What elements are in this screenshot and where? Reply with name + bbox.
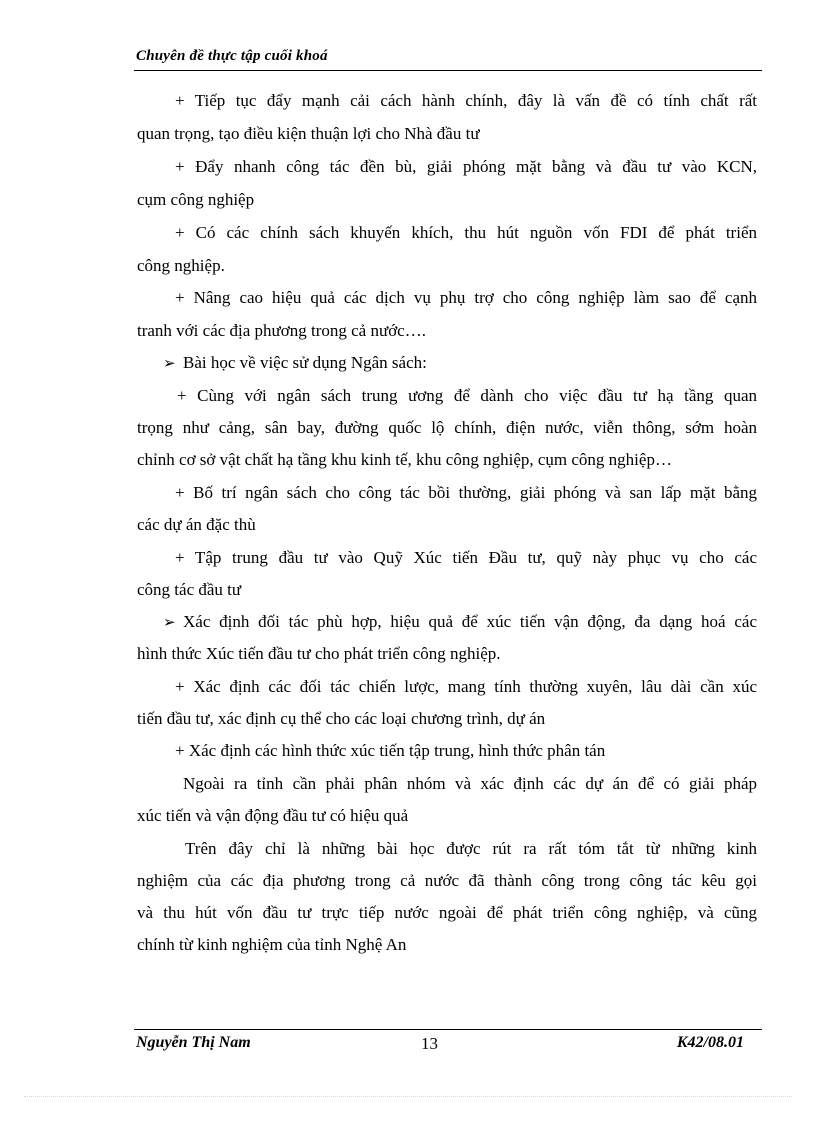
text-line: tiến đầu tư, xác định cụ thể cho các loại chương trình, dự án: [137, 709, 546, 728]
text-line: + Có các chính sách khuyến khích, thu hút nguồn vốn FDI để phát triển: [175, 223, 757, 242]
text-line: + Xác định các hình thức xúc tiến tập trung, hình thức phân tán: [175, 741, 606, 760]
text-line: các dự án đặc thù: [137, 515, 256, 534]
text-line: tranh với các địa phương trong cả nước….: [137, 321, 426, 340]
text-line: chính từ kinh nghiệm của tỉnh Nghệ An: [137, 935, 407, 954]
text-line: trọng như cảng, sân bay, đường quốc lộ chính, điện nước, viễn thông, sớm hoàn: [137, 418, 757, 437]
text-line: Trên đây chỉ là những bài học được rút ra rất tóm tắt từ những kinh: [185, 839, 757, 858]
text-line: xúc tiến và vận động đầu tư có hiệu quả: [137, 806, 409, 825]
text-line: + Nâng cao hiệu quả các dịch vụ phụ trợ cho công nghiệp làm sao để cạnh: [175, 288, 757, 307]
text-line: nghiệm của các địa phương trong cả nước đã thành công trong công tác kêu gọi: [137, 871, 757, 890]
footer-code: K42/08.01: [676, 1034, 744, 1051]
bullet-line: ➢ Xác định đối tác phù hợp, hiệu quả để xúc tiến vận động, đa dạng hoá các: [163, 612, 757, 631]
text-line: quan trọng, tạo điều kiện thuận lợi cho Nhà đầu tư: [137, 124, 480, 143]
text-line: + Cùng với ngân sách trung ương để dành cho việc đầu tư hạ tầng quan: [177, 386, 757, 405]
text-line: + Tiếp tục đẩy mạnh cải cách hành chính, đây là vấn đề có tính chất rất: [175, 91, 757, 110]
footer-rule: [134, 1029, 762, 1030]
header-title: Chuyên đề thực tập cuối khoá: [136, 48, 328, 64]
text-line: và thu hút vốn đầu tư trực tiếp nước ngoài để phát triển công nghiệp, và cũng: [137, 903, 757, 922]
page-number: 13: [421, 1034, 438, 1053]
text-line: công nghiệp.: [137, 256, 225, 275]
text-line: chỉnh cơ sở vật chất hạ tầng khu kinh tế, khu công nghiệp, cụm công nghiệp…: [137, 450, 672, 469]
text-line: hình thức Xúc tiến đầu tư cho phát triển công nghiệp.: [137, 644, 501, 663]
arrow-bullet-icon: ➢: [163, 354, 176, 372]
text-line: Ngoài ra tỉnh cần phải phân nhóm và xác định các dự án để có giải pháp: [183, 774, 757, 793]
arrow-bullet-icon: ➢: [163, 613, 176, 631]
text-line: + Xác định các đối tác chiến lược, mang tính thường xuyên, lâu dài cần xúc: [175, 677, 757, 696]
header-rule: [134, 70, 762, 71]
text-line: công tác đầu tư: [137, 580, 242, 599]
text-line: + Đẩy nhanh công tác đền bù, giải phóng mặt bằng và đầu tư vào KCN,: [175, 157, 757, 176]
text-line: cụm công nghiệp: [137, 190, 255, 209]
text-line: + Tập trung đầu tư vào Quỹ Xúc tiến Đầu tư, quỹ này phục vụ cho các: [175, 548, 757, 567]
text-line: + Bố trí ngân sách cho công tác bồi thường, giải phóng và san lấp mặt bằng: [175, 483, 757, 502]
bullet-heading: ➢ Bài học về việc sử dụng Ngân sách:: [163, 353, 427, 372]
page-edge-divider: [24, 1096, 792, 1097]
footer-author: Nguyễn Thị Nam: [136, 1034, 251, 1051]
